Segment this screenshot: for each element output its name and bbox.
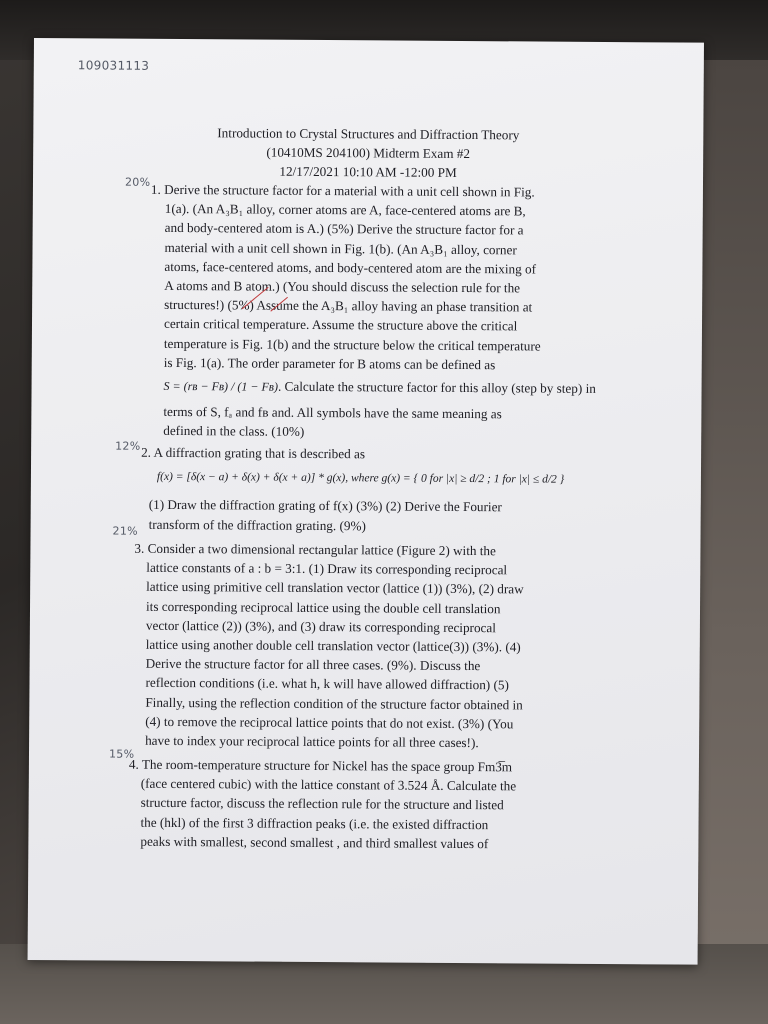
question-line: Consider a two dimensional rectangular lattice (Figure 2) with the <box>147 540 496 559</box>
question-line: the (hkl) of the first 3 diffraction peaks (i.e. the existed diffraction <box>140 814 489 832</box>
question-line: . Calculate the structure factor for this alloy (step by step) in <box>277 378 596 396</box>
question-2 <box>141 443 597 537</box>
margin-note-q3: 21% <box>112 524 138 538</box>
question-1 <box>149 180 606 444</box>
question-line: lattice using primitive cell translation vector (lattice (1)) (3%), (2) draw <box>146 579 524 597</box>
question-3 <box>133 539 589 753</box>
question-line: structure factor, discuss the reflection rule for the structure and listed <box>140 795 504 813</box>
exam-subtitle: (10410MS 204100) Midterm Exam #2 <box>266 144 471 162</box>
question-line: A atoms and B atom.) (You should discuss the selection rule for the <box>164 277 521 296</box>
question-line: terms of S, fₐ and fʙ and. All symbols have the same meaning as <box>163 404 502 422</box>
question-line: structures!) (5%) Assume the A₃B₁ alloy having an phase transition at <box>164 297 533 315</box>
question-line: transform of the diffraction grating. (9%) <box>148 516 366 533</box>
question-number: 3. <box>134 540 145 556</box>
question-line: reflection conditions (i.e. what h, k will have allowed diffraction) (5) <box>145 675 509 693</box>
question-line: Derive the structure factor for all three cases. (9%). Discuss the <box>145 656 481 674</box>
question-line: lattice constants of a : b = 3:1. (1) Draw its corresponding reciprocal <box>146 560 508 578</box>
question-number: 1. <box>150 181 161 197</box>
question-number: 2. <box>141 444 152 460</box>
question-line: certain critical temperature. Assume the structure above the critical <box>163 316 518 334</box>
question-line: atoms, face-centered atoms, and body-centered atom are the mixing of <box>164 258 537 277</box>
exam-title: Introduction to Crystal Structures and Diffraction Theory <box>217 125 520 143</box>
grating-formula: f(x) = [δ(x − a) + δ(x) + δ(x + a)] * g(x), where g(x) = { 0 for |x| ≥ d/2 ; 1 for |x| ≤ d/2 } <box>156 471 565 486</box>
question-line: have to index your reciprocal lattice points for all three cases!). <box>145 732 479 751</box>
exam-datetime: 12/17/2021 10:10 AM -12:00 PM <box>279 163 457 180</box>
question-line: its corresponding reciprocal lattice using the double cell translation <box>145 598 501 616</box>
question-line: material with a unit cell shown in Fig. 1(b). (An A₃B₁ alloy, corner <box>164 239 517 257</box>
question-line: (face centered cubic) with the lattice constant of 3.524 Å. Calculate the <box>140 775 517 794</box>
question-line: The room-temperature structure for Nickel has the space group Fm3̅m <box>141 756 513 775</box>
order-parameter-formula: S = (rʙ − Fʙ) / (1 − Fʙ) <box>163 378 279 394</box>
exam-paper <box>28 38 704 965</box>
question-line: peaks with smallest, second smallest , and third smallest values of <box>140 833 489 852</box>
margin-note-q1: 20% <box>124 175 151 189</box>
question-4 <box>128 755 584 854</box>
question-line: lattice using another double cell translation vector (lattice(3)) (3%). (4) <box>145 636 521 655</box>
question-line: A diffraction grating that is described as <box>153 444 366 462</box>
question-line: defined in the class. (10%) <box>163 423 305 440</box>
question-line: (4) to remove the reciprocal lattice points that do not exist. (3%) (You <box>145 713 514 732</box>
question-line: vector (lattice (2)) (3%), and (3) draw its corresponding reciprocal <box>145 617 497 636</box>
question-line: Derive the structure factor for a material with a unit cell shown in Fig. <box>164 181 535 200</box>
handwritten-id: 109031113 <box>77 58 150 73</box>
question-line: is Fig. 1(a). The order parameter for B atoms can be defined as <box>163 354 496 373</box>
question-line: temperature is Fig. 1(b) and the structure below the critical temperature <box>163 335 541 354</box>
question-line: and body-centered atom is A.) (5%) Derive the structure factor for a <box>164 220 524 238</box>
margin-note-q2: 12% <box>115 439 141 453</box>
exam-content <box>28 38 704 965</box>
question-line: (1) Draw the diffraction grating of f(x) (3%) (2) Derive the Fourier <box>148 497 502 515</box>
question-line: Finally, using the reflection condition of the structure factor obtained in <box>145 694 523 713</box>
question-line: 1(a). (An A₃B₁ alloy, corner atoms are A, face-centered atoms are B, <box>164 201 526 219</box>
margin-note-q4: 15% <box>108 747 135 761</box>
question-number: 4. <box>128 756 139 772</box>
